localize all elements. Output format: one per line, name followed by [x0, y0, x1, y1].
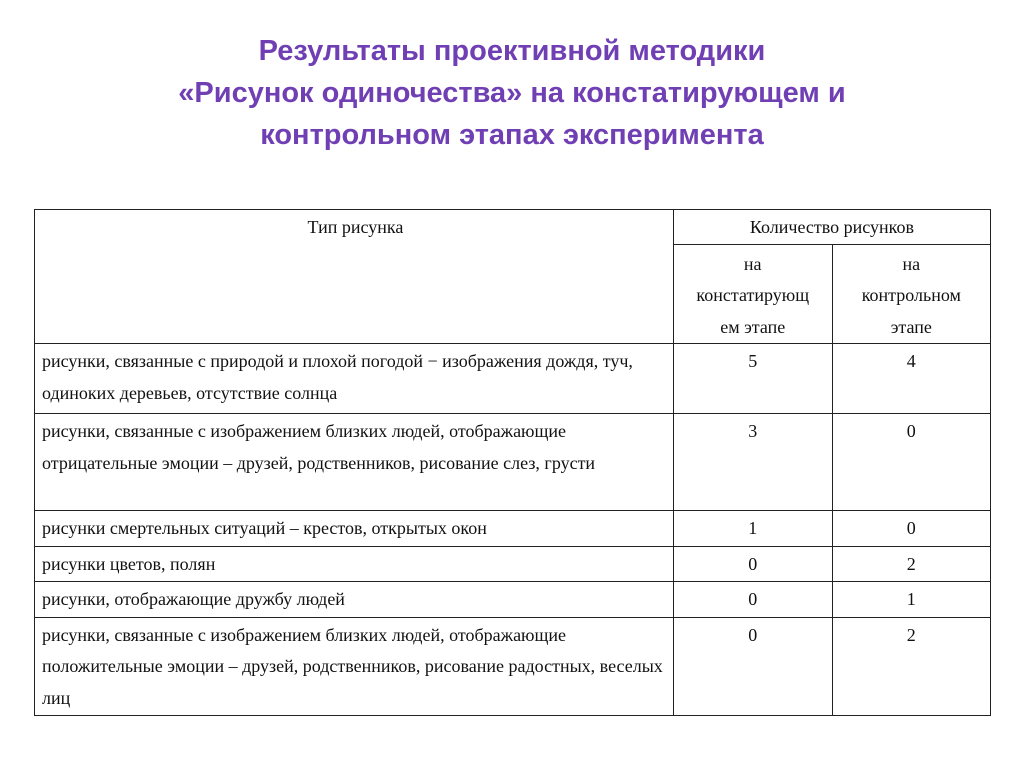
- row-value-control: 4: [832, 344, 990, 414]
- row-value-control: 0: [832, 414, 990, 511]
- table-row: [35, 546, 991, 582]
- row-type-label: рисунки цветов, полян: [35, 546, 674, 582]
- table-row: [35, 414, 991, 511]
- table-row: [35, 344, 991, 414]
- table-row: [35, 582, 991, 618]
- row-value-control: 2: [832, 546, 990, 582]
- row-value-ascertaining: 1: [673, 511, 832, 547]
- row-value-control: 2: [832, 617, 990, 716]
- results-table: [34, 209, 991, 716]
- row-type-label: рисунки, связанные с природой и плохой погодой − изображения дождя, туч, одиноких деревьев, отсутствие солнца: [35, 344, 674, 414]
- table-row: [35, 617, 991, 716]
- header-stage-control: на контрольном этапе: [832, 244, 990, 344]
- row-value-ascertaining: 3: [673, 414, 832, 511]
- row-value-control: 0: [832, 511, 990, 547]
- row-type-label: рисунки, связанные с изображением близких людей, отображающие отрицательные эмоции – друзей, родственников, рисование слез, грусти: [35, 414, 674, 511]
- slide-title: [0, 30, 1024, 156]
- row-value-ascertaining: 0: [673, 546, 832, 582]
- row-value-ascertaining: 0: [673, 582, 832, 618]
- table-row: [35, 511, 991, 547]
- row-type-label: рисунки, связанные с изображением близких людей, отображающие положительные эмоции – друзей, родственников, рисование радостных, веселых лиц: [35, 617, 674, 716]
- slide-title-line-1: Результаты проективной методики: [258, 35, 766, 67]
- table-header-row: [35, 210, 991, 245]
- row-value-ascertaining: 5: [673, 344, 832, 414]
- header-drawing-type: Тип рисунка: [35, 210, 674, 344]
- row-value-control: 1: [832, 582, 990, 618]
- header-stage-ascertaining: на констатирующ ем этапе: [673, 244, 832, 344]
- row-type-label: рисунки, отображающие дружбу людей: [35, 582, 674, 618]
- row-type-label: рисунки смертельных ситуаций – крестов, открытых окон: [35, 511, 674, 547]
- header-drawing-count: Количество рисунков: [673, 210, 990, 245]
- row-value-ascertaining: 0: [673, 617, 832, 716]
- slide-title-line-2: «Рисунок одиночества» на констатирующем и: [178, 77, 846, 109]
- slide-title-line-3: контрольном этапах эксперимента: [260, 119, 764, 151]
